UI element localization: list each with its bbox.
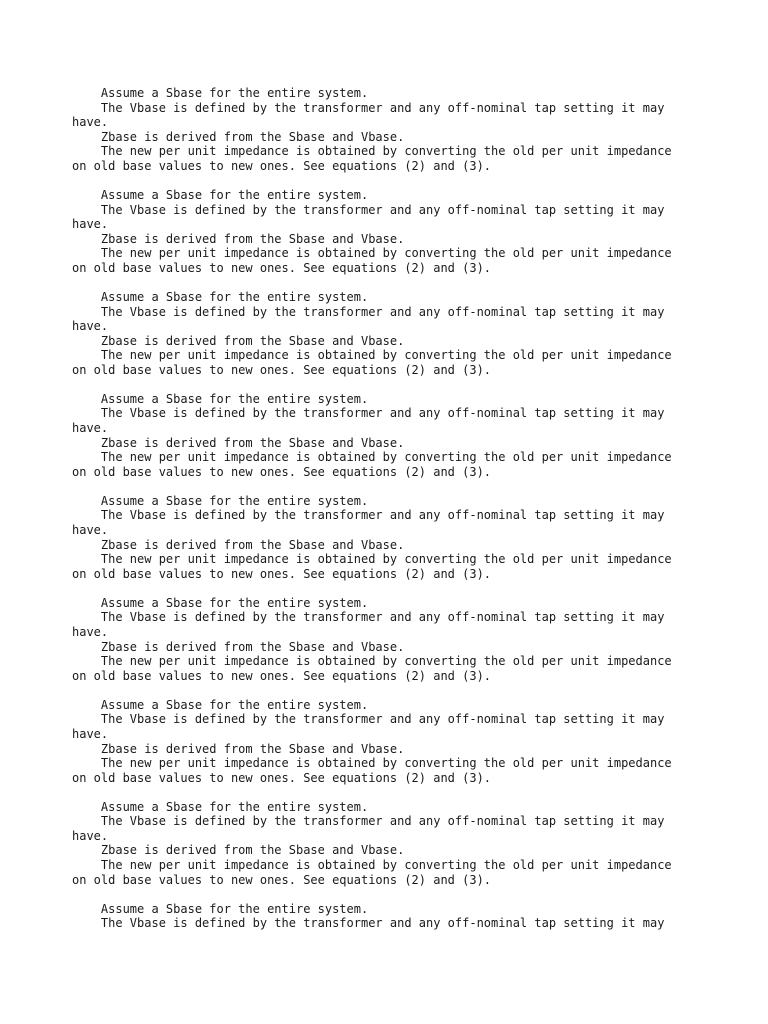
text-line: on old base values to new ones. See equations (2) and (3). — [72, 872, 492, 887]
text-line: on old base values to new ones. See equations (2) and (3). — [72, 362, 492, 377]
text-line: The Vbase is defined by the transformer and any off-nominal tap setting it may — [72, 814, 665, 829]
text-line: The Vbase is defined by the transformer and any off-nominal tap setting it may — [72, 406, 665, 421]
text-line: The new per unit impedance is obtained by converting the old per unit impedance — [72, 450, 672, 465]
text-line: Assume a Sbase for the entire system. — [72, 595, 369, 610]
document-body — [72, 86, 732, 945]
text-line: Zbase is derived from the Sbase and Vbase. — [72, 537, 405, 552]
paragraph-group — [72, 698, 732, 786]
text-line: have. — [72, 726, 109, 741]
text-line: The Vbase is defined by the transformer and any off-nominal tap setting it may — [72, 712, 665, 727]
text-line: Zbase is derived from the Sbase and Vbase. — [72, 129, 405, 144]
text-line: The new per unit impedance is obtained by converting the old per unit impedance — [72, 756, 672, 771]
paragraph-group — [72, 188, 732, 276]
paragraph-group — [72, 902, 732, 931]
text-line: The new per unit impedance is obtained by converting the old per unit impedance — [72, 858, 672, 873]
text-line: have. — [72, 217, 109, 232]
paragraph-group — [72, 596, 732, 684]
text-line: The Vbase is defined by the transformer and any off-nominal tap setting it may — [72, 916, 665, 931]
text-line: Assume a Sbase for the entire system. — [72, 493, 369, 508]
text-line: have. — [72, 523, 109, 537]
text-line: have. — [72, 115, 109, 130]
paragraph-group — [72, 800, 732, 888]
text-line: Assume a Sbase for the entire system. — [72, 901, 369, 916]
text-line: The new per unit impedance is obtained by converting the old per unit impedance — [72, 144, 672, 159]
text-line: Zbase is derived from the Sbase and Vbase. — [72, 435, 405, 450]
text-line: The Vbase is defined by the transformer and any off-nominal tap setting it may — [72, 202, 665, 217]
text-line: Assume a Sbase for the entire system. — [72, 187, 369, 202]
text-line: Zbase is derived from the Sbase and Vbase. — [72, 639, 405, 654]
text-line: The new per unit impedance is obtained by converting the old per unit impedance — [72, 246, 672, 261]
text-line: The new per unit impedance is obtained by converting the old per unit impedance — [72, 654, 672, 669]
text-line: The Vbase is defined by the transformer and any off-nominal tap setting it may — [72, 100, 665, 115]
text-line: on old base values to new ones. See equations (2) and (3). — [72, 566, 492, 581]
text-line: have. — [72, 421, 109, 436]
text-line: The Vbase is defined by the transformer and any off-nominal tap setting it may — [72, 610, 665, 625]
text-line: Assume a Sbase for the entire system. — [72, 391, 369, 406]
text-line: Zbase is derived from the Sbase and Vbase. — [72, 741, 405, 756]
paragraph-group — [72, 494, 732, 582]
text-line: on old base values to new ones. See equations (2) and (3). — [72, 770, 492, 785]
text-line: Assume a Sbase for the entire system. — [72, 799, 369, 814]
text-line: have. — [72, 624, 109, 639]
text-line: Zbase is derived from the Sbase and Vbase. — [72, 843, 405, 858]
text-line: Zbase is derived from the Sbase and Vbase. — [72, 231, 405, 246]
text-line: Zbase is derived from the Sbase and Vbase. — [72, 333, 405, 348]
text-line: Assume a Sbase for the entire system. — [72, 289, 369, 304]
text-line: on old base values to new ones. See equations (2) and (3). — [72, 260, 492, 275]
text-line: on old base values to new ones. See equations (2) and (3). — [72, 464, 492, 479]
text-line: The new per unit impedance is obtained by converting the old per unit impedance — [72, 348, 672, 363]
text-line: Assume a Sbase for the entire system. — [72, 86, 369, 100]
paragraph-group — [72, 86, 732, 174]
text-line: The new per unit impedance is obtained by converting the old per unit impedance — [72, 552, 672, 567]
text-line: on old base values to new ones. See equations (2) and (3). — [72, 158, 492, 173]
text-line: The Vbase is defined by the transformer and any off-nominal tap setting it may — [72, 304, 665, 319]
paragraph-group — [72, 392, 732, 480]
text-line: have. — [72, 828, 109, 843]
text-line: The Vbase is defined by the transformer and any off-nominal tap setting it may — [72, 508, 665, 523]
paragraph-group — [72, 290, 732, 378]
text-line: have. — [72, 319, 109, 334]
text-line: on old base values to new ones. See equations (2) and (3). — [72, 668, 492, 683]
text-line: Assume a Sbase for the entire system. — [72, 697, 369, 712]
